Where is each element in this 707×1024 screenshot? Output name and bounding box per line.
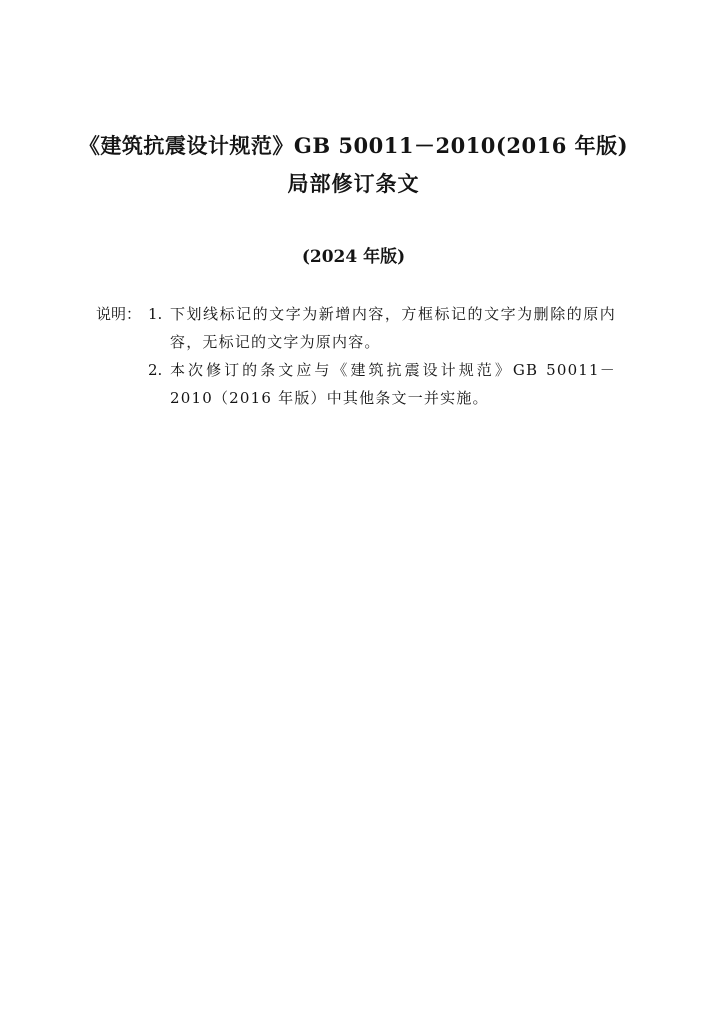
notes-section: [96, 300, 616, 412]
document-subtitle: 局部修订条文: [287, 171, 420, 196]
notes-label: 说明：: [96, 305, 142, 323]
note-item: [96, 356, 616, 412]
note-number: 1.: [148, 305, 163, 323]
edition-label: (2024 年版): [301, 247, 406, 267]
document-title: 《建筑抗震设计规范》GB 50011－2010(2016 年版): [78, 133, 629, 158]
note-text: 本次修订的条文应与《建筑抗震设计规范》GB 50011－2010（2016 年版）中其他条文一并实施。: [170, 361, 616, 407]
note-number: 2.: [148, 361, 163, 379]
note-text: 下划线标记的文字为新增内容，方框标记的文字为删除的原内容，无标记的文字为原内容。: [170, 305, 616, 351]
note-item: [96, 300, 616, 356]
